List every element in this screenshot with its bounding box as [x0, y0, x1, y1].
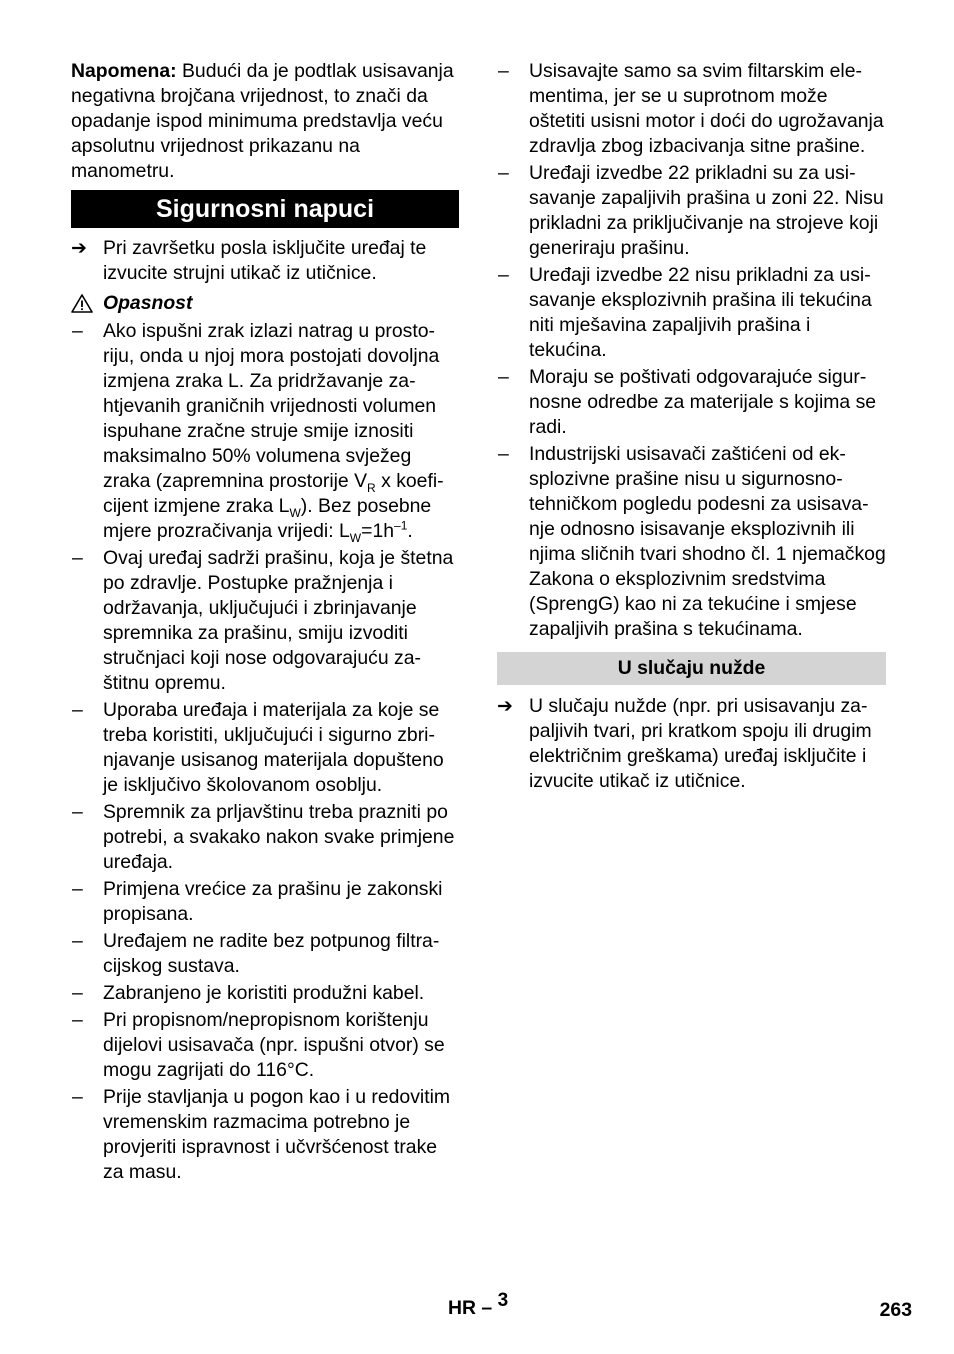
dash-bullet: – [498, 366, 509, 388]
list-item-text: Industrijski usisavači zaštićeni od eksplozivne prašine nisu u sigurnosno-tehničkom pogledu podesni za usisavanje odnosno isisavanje eksplozivnih ili njima sličnih tvari shodno čl. 1 njemačkog Zakona o eksplozivnim sredstvima (SprengG) kao ni za tekućine i smjese zapaljivih prašina s tekućinama. [529, 443, 886, 640]
list-item [71, 800, 459, 875]
list-item [497, 442, 886, 642]
dash-bullet: – [498, 162, 509, 184]
dash-bullet: – [72, 699, 83, 721]
instruction-item [497, 694, 886, 794]
list-item [71, 1085, 459, 1185]
list-item-text: Prije stavljanja u pogon kao i u redovitim vremenskim razmacima potrebno je provjeriti ispravnost i učvršćenost trake za masu. [103, 1086, 451, 1183]
instruction-text: Pri završetku posla isključite uređaj te izvucite strujni utikač iz utičnice. [103, 237, 427, 284]
dash-bullet: – [72, 1009, 83, 1031]
list-item-text: Primjena vrećice za prašinu je zakonski propisana. [103, 878, 443, 925]
subsection-heading-emergency: U slučaju nužde [497, 652, 886, 685]
list-item-text: Ako ispušni zrak izlazi natrag u prostoriju, onda u njoj mora postojati dovoljna izmjena zraka L. Za pridržavanje zahtjevanih graničnih vrijednosti volumen ispuhane zračne struje smije iznositi maksimalno 50% volumena svježeg zraka (zapremnina prostorije $V_R$ x koeficijent izmjene zraka $L_W$). Bez posebne mjere prozračivanja vrijedi: $L_W=1h^{-1}$. [103, 320, 444, 545]
section-heading-safety: Sigurnosni napuci [71, 190, 459, 228]
warning-triangle-icon [71, 294, 93, 313]
dash-bullet: – [498, 60, 509, 82]
dash-bullet: – [72, 930, 83, 952]
dash-bullet: – [72, 320, 83, 342]
footer-section-label: HR – $^3$ [448, 1289, 509, 1319]
arrow-right-icon: ➔ [71, 238, 87, 259]
dash-bullet: – [72, 878, 83, 900]
left-column [71, 59, 459, 1187]
list-item [71, 929, 459, 979]
dash-bullet: – [72, 1086, 83, 1108]
page-number: 263 [879, 1299, 912, 1321]
danger-heading [71, 291, 459, 316]
list-item-text: Uređajem ne radite bez potpunog filtracijskog sustava. [103, 930, 440, 977]
list-item [71, 698, 459, 798]
instruction-text: U slučaju nužde (npr. pri usisavanju zapaljivih tvari, pri kratkom spoju ili drugim električnim greškama) uređaj isključite i izvucite utikač iz utičnice. [529, 695, 872, 792]
note-label: Napomena: [71, 60, 177, 82]
list-item-text: Zabranjeno je koristiti produžni kabel. [103, 982, 425, 1004]
list-item [71, 1008, 459, 1083]
list-item-text: Moraju se poštivati odgovarajuće sigurnosne odredbe za materijale s kojima se radi. [529, 366, 877, 438]
list-item-text: Pri propisnom/nepropisnom korištenju dijelovi usisavača (npr. ispušni otvor) se mogu zagrijati do 116°C. [103, 1009, 445, 1081]
list-item [497, 263, 886, 363]
list-item [497, 365, 886, 440]
list-item [71, 877, 459, 927]
list-item-text: Uporaba uređaja i materijala za koje se treba koristiti, uključujući i sigurno zbrinjavanje usisanog materijala dopušteno je isključivo školovanom osoblju. [103, 699, 444, 796]
dash-bullet: – [72, 982, 83, 1004]
note-paragraph [71, 59, 459, 184]
danger-label: Opasnost [103, 292, 193, 314]
list-item [71, 319, 459, 544]
list-item [71, 546, 459, 696]
list-item [497, 161, 886, 261]
list-item-text: Spremnik za prljavštinu treba prazniti po potrebi, a svakako nakon svake primjene uređaja. [103, 801, 455, 873]
list-item-text: Uređaji izvedbe 22 nisu prikladni za usisavanje eksplozivnih prašina ili tekućina niti mješavina zapaljivih prašina i tekućina. [529, 264, 872, 361]
instruction-item [71, 236, 459, 286]
list-item-text: Ovaj uređaj sadrži prašinu, koja je štetna po zdravlje. Postupke pražnjenja i održavanja, uključujući i zbrinjavanje spremnika za prašinu, smiju izvoditi stručnjaci koji nose odgovarajuću zaštitnu opremu. [103, 547, 454, 694]
list-item [71, 981, 459, 1006]
list-item-text: Uređaji izvedbe 22 prikladni su za usisavanje zapaljivih prašina u zoni 22. Nisu prikladni za priključivanje na strojeve koji generiraju prašinu. [529, 162, 884, 259]
arrow-right-icon: ➔ [497, 696, 513, 717]
list-item-text: Usisavajte samo sa svim filtarskim elementima, jer se u suprotnom može oštetiti usisni motor i doći do ugrožavanja zdravlja zbog izbacivanja sitne prašine. [529, 60, 884, 157]
dash-bullet: – [498, 443, 509, 465]
right-column [497, 59, 886, 799]
dash-bullet: – [498, 264, 509, 286]
dash-bullet: – [72, 801, 83, 823]
note-text: Budući da je podtlak usisavanja negativna brojčana vrijednost, to znači da opadanje ispod minimuma predstavlja veću apsolutnu vrijednost prikazanu na manometru. [71, 60, 454, 182]
dash-bullet: – [72, 547, 83, 569]
list-item [497, 59, 886, 159]
